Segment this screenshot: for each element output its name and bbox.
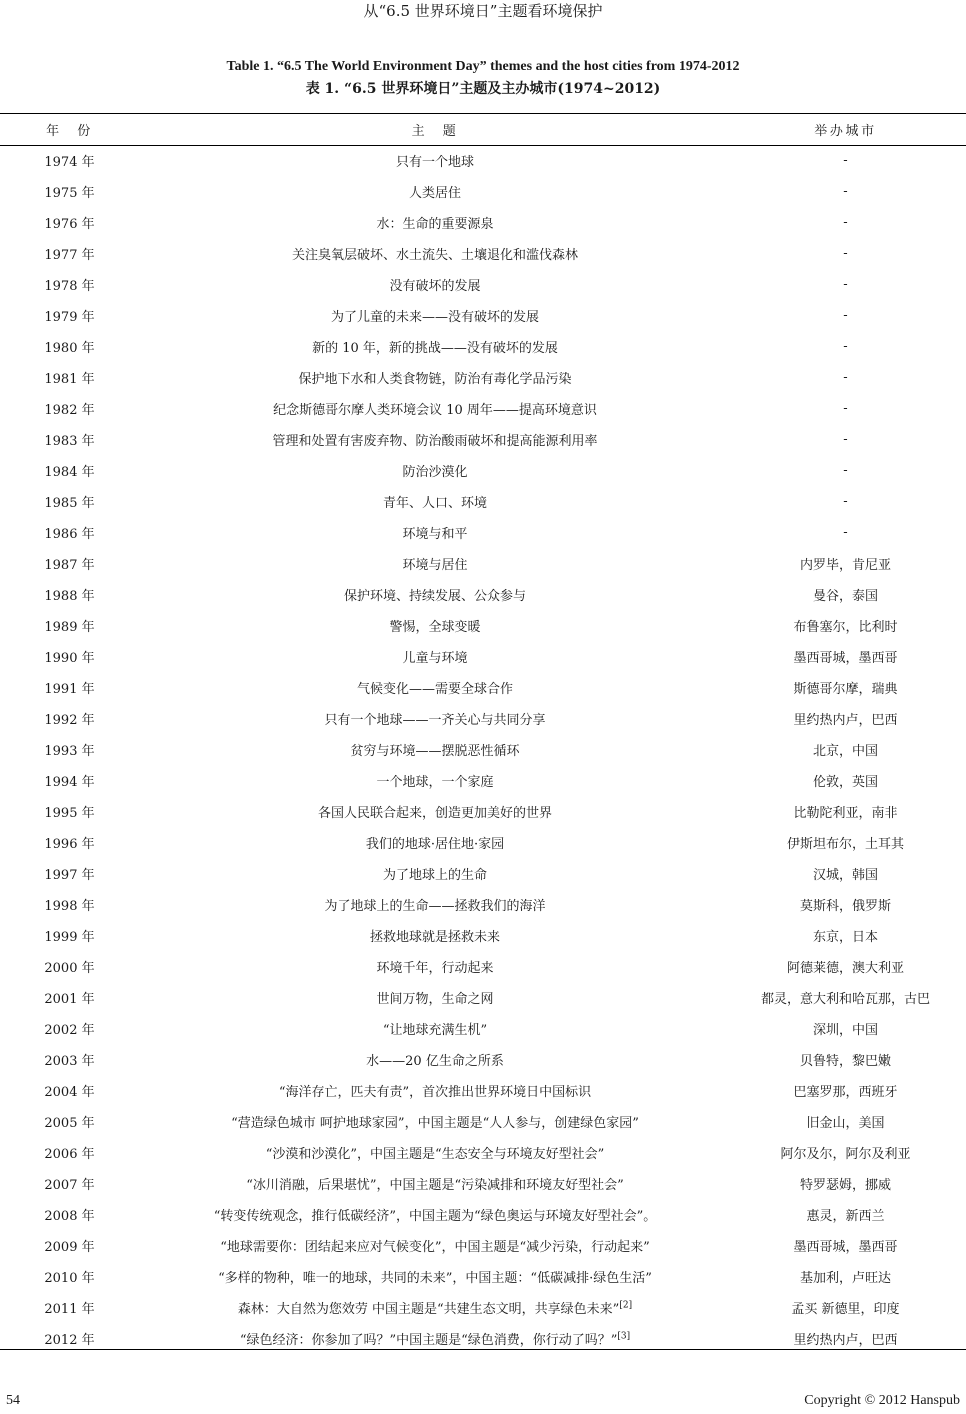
cell-city: - (843, 463, 848, 478)
table-row (0, 982, 966, 1013)
cell-theme (145, 1174, 725, 1193)
cell-theme (145, 678, 725, 697)
cell-theme (145, 182, 725, 201)
cell-year: 1985 年 (44, 496, 95, 511)
cell-theme-text: “地球需要你：团结起来应对气候变化”，中国主题是“减少污染，行动起来” (220, 1240, 650, 1255)
cell-year: 1980 年 (44, 341, 95, 356)
cell-city: 墨西哥城，墨西哥 (793, 651, 898, 666)
cell-theme-text: 为了地球上的生命——拯救我们的海洋 (324, 899, 546, 914)
cell-city: 特罗瑟姆，挪威 (799, 1178, 891, 1193)
cell-theme-text: 气候变化——需要全球合作 (356, 682, 513, 697)
cell-year: 2003 年 (44, 1054, 95, 1069)
cell-city: - (843, 153, 848, 168)
table-row (0, 517, 966, 548)
table-row (0, 1044, 966, 1075)
cell-theme (145, 926, 725, 945)
cell-year: 2008 年 (44, 1209, 95, 1224)
table-row (0, 300, 966, 331)
cell-city: - (843, 432, 848, 447)
cell-theme-text: 贫穷与环境——摆脱恶性循环 (350, 744, 520, 759)
cell-theme (145, 523, 725, 542)
table-row (0, 1230, 966, 1261)
table-bottom-rule (0, 1349, 966, 1350)
cell-theme-text: “沙漠和沙漠化”，中国主题是“生态安全与环境友好型社会” (265, 1147, 605, 1162)
cell-theme-text: 各国人民联合起来，创造更加美好的世界 (317, 806, 552, 821)
table-row (0, 1292, 966, 1323)
cell-theme (145, 802, 725, 821)
cell-theme-text: 没有破坏的发展 (389, 279, 481, 294)
cell-theme-text: 儿童与环境 (402, 651, 468, 666)
cell-city: 汉城，韩国 (812, 868, 878, 883)
cell-theme-text: 拯救地球就是拯救未来 (369, 930, 500, 945)
cell-theme (145, 988, 725, 1007)
cell-city: - (843, 246, 848, 261)
table-row (0, 796, 966, 827)
cell-theme-text: 为了儿童的未来——没有破坏的发展 (330, 310, 539, 325)
cell-city: 内罗毕，肯尼亚 (799, 558, 891, 573)
cell-city: 斯德哥尔摩，瑞典 (793, 682, 898, 697)
table-row (0, 269, 966, 300)
table-row (0, 703, 966, 734)
cell-year: 1997 年 (44, 868, 95, 883)
table-row (0, 610, 966, 641)
cell-year: 2005 年 (44, 1116, 95, 1131)
header-theme: 主 题 (411, 124, 459, 139)
cell-city: - (843, 370, 848, 385)
table-row (0, 1199, 966, 1230)
cell-theme-text: “冰川消融，后果堪忧”，中国主题是“污染减排和环境友好型社会” (246, 1178, 624, 1193)
cell-theme (145, 213, 725, 232)
citation-ref: [3] (617, 1331, 631, 1342)
cell-city: - (843, 215, 848, 230)
cell-theme (145, 709, 725, 728)
cell-city: - (843, 308, 848, 323)
cell-city: 比勒陀利亚，南非 (793, 806, 898, 821)
table-row (0, 362, 966, 393)
cell-theme-text: 保护地下水和人类食物链，防治有毒化学品污染 (298, 372, 572, 387)
table-row (0, 393, 966, 424)
cell-theme (145, 1267, 725, 1286)
cell-year: 2009 年 (44, 1240, 95, 1255)
cell-city: 莫斯科，俄罗斯 (799, 899, 891, 914)
table-row (0, 1106, 966, 1137)
cell-theme (145, 368, 725, 387)
copyright-notice: Copyright © 2012 Hanspub (804, 1393, 960, 1408)
cell-theme (145, 492, 725, 511)
table-row (0, 238, 966, 269)
cell-theme (145, 399, 725, 418)
cell-theme-text: 森林：大自然为您效劳 中国主题是“共建生态文明，共享绿色未来” (237, 1302, 620, 1317)
cell-city: 里约热内卢，巴西 (793, 1333, 898, 1348)
cell-city: 北京，中国 (812, 744, 878, 759)
cell-theme-text: 水：生命的重要源泉 (376, 217, 494, 232)
table-row (0, 1075, 966, 1106)
cell-theme-text: 环境与居住 (402, 558, 468, 573)
cell-city: 深圳，中国 (812, 1023, 878, 1038)
cell-city: 孟买 新德里，印度 (791, 1302, 900, 1317)
cell-city: 伦敦，英国 (812, 775, 878, 790)
cell-year: 1992 年 (44, 713, 95, 728)
cell-city: 伊斯坦布尔，土耳其 (786, 837, 904, 852)
cell-theme-text: “转变传统观念，推行低碳经济”，中国主题为“绿色奥运与环境友好型社会”。 (213, 1209, 657, 1224)
cell-theme-text: 管理和处置有害废弃物、防治酸雨破坏和提高能源利用率 (272, 434, 598, 449)
cell-theme-text: 我们的地球·居住地·家园 (365, 837, 505, 852)
cell-theme-text: 只有一个地球——一齐关心与共同分享 (324, 713, 546, 728)
cell-city: - (843, 184, 848, 199)
cell-city: 布鲁塞尔，比利时 (793, 620, 898, 635)
cell-theme-text: “海洋存亡，匹夫有责”，首次推出世界环境日中国标识 (278, 1085, 592, 1100)
cell-year: 1989 年 (44, 620, 95, 635)
cell-theme (145, 554, 725, 573)
table-row (0, 1013, 966, 1044)
table-header-row (0, 114, 966, 145)
cell-theme (145, 647, 725, 666)
table-row (0, 579, 966, 610)
cell-city: 墨西哥城，墨西哥 (793, 1240, 898, 1255)
cell-theme-text: “让地球充满生机” (382, 1023, 488, 1038)
cell-theme (145, 306, 725, 325)
cell-year: 1988 年 (44, 589, 95, 604)
cell-theme-text: 新的 10 年，新的挑战——没有破坏的发展 (312, 341, 558, 356)
cell-theme (145, 461, 725, 480)
cell-city: 曼谷，泰国 (812, 589, 878, 604)
cell-year: 2011 年 (44, 1302, 95, 1317)
header-city: 举办城市 (814, 124, 877, 139)
cell-theme-text: 防治沙漠化 (402, 465, 468, 480)
cell-city: - (843, 277, 848, 292)
cell-theme (145, 1329, 725, 1348)
cell-city: - (843, 401, 848, 416)
cell-year: 1975 年 (44, 186, 95, 201)
cell-theme (145, 244, 725, 263)
cell-year: 2000 年 (44, 961, 95, 976)
cell-theme-text: 关注臭氧层破坏、水土流失、土壤退化和滥伐森林 (291, 248, 578, 263)
cell-year: 1982 年 (44, 403, 95, 418)
header-year: 年 份 (46, 124, 93, 139)
cell-year: 1999 年 (44, 930, 95, 945)
table-row (0, 1261, 966, 1292)
cell-theme (145, 616, 725, 635)
table-row (0, 176, 966, 207)
cell-theme (145, 1236, 725, 1255)
cell-year: 1981 年 (44, 372, 95, 387)
table-row (0, 827, 966, 858)
cell-city: 贝鲁特，黎巴嫩 (799, 1054, 891, 1069)
cell-year: 1976 年 (44, 217, 95, 232)
cell-city: 巴塞罗那，西班牙 (793, 1085, 898, 1100)
table-row (0, 920, 966, 951)
cell-year: 1994 年 (44, 775, 95, 790)
cell-theme-text: 为了地球上的生命 (382, 868, 487, 883)
cell-year: 2007 年 (44, 1178, 95, 1193)
cell-year: 1996 年 (44, 837, 95, 852)
cell-city: 阿尔及尔，阿尔及利亚 (780, 1147, 911, 1162)
cell-theme-text: “多样的物种，唯一的地球，共同的未来”，中国主题：“低碳减排·绿色生活” (218, 1271, 652, 1286)
cell-theme (145, 771, 725, 790)
cell-year: 2010 年 (44, 1271, 95, 1286)
cell-city: 里约热内卢，巴西 (793, 713, 898, 728)
cell-theme-text: 世间万物，生命之网 (376, 992, 494, 1007)
running-header: 从“6.5 世界环境日”主题看环境保护 (363, 2, 603, 20)
cell-theme (145, 864, 725, 883)
cell-theme (145, 275, 725, 294)
cell-city: 旧金山，美国 (806, 1116, 885, 1131)
table-row (0, 734, 966, 765)
cell-year: 1977 年 (44, 248, 95, 263)
cell-city: 基加利，卢旺达 (799, 1271, 891, 1286)
cell-theme-text: 纪念斯德哥尔摩人类环境会议 10 周年——提高环境意识 (273, 403, 597, 418)
table-row (0, 765, 966, 796)
table-row (0, 1137, 966, 1168)
cell-city: 都灵，意大利和哈瓦那，古巴 (760, 992, 930, 1007)
citation-ref: [2] (619, 1300, 633, 1311)
table-row (0, 951, 966, 982)
cell-theme (145, 1081, 725, 1100)
cell-theme (145, 585, 725, 604)
cell-theme (145, 957, 725, 976)
table-caption-chinese: 表 1. “6.5 世界环境日”主题及主办城市(1974~2012) (305, 81, 661, 97)
cell-year: 1983 年 (44, 434, 95, 449)
cell-city: - (843, 494, 848, 509)
cell-theme (145, 1298, 725, 1317)
cell-theme (145, 151, 725, 170)
cell-year: 1987 年 (44, 558, 95, 573)
cell-year: 2006 年 (44, 1147, 95, 1162)
cell-city: 东京，日本 (812, 930, 878, 945)
cell-theme (145, 833, 725, 852)
table-row (0, 548, 966, 579)
table-row (0, 672, 966, 703)
table-row (0, 486, 966, 517)
cell-theme-text: 保护环境、持续发展、公众参与 (343, 589, 526, 604)
cell-year: 1998 年 (44, 899, 95, 914)
cell-year: 2004 年 (44, 1085, 95, 1100)
table-row (0, 455, 966, 486)
cell-year: 1990 年 (44, 651, 95, 666)
cell-city: 惠灵，新西兰 (806, 1209, 885, 1224)
cell-theme (145, 1143, 725, 1162)
cell-year: 2012 年 (44, 1333, 95, 1348)
cell-year: 1991 年 (44, 682, 95, 697)
table-row (0, 858, 966, 889)
cell-year: 1978 年 (44, 279, 95, 294)
cell-year: 1979 年 (44, 310, 95, 325)
cell-theme-text: 一个地球，一个家庭 (376, 775, 494, 790)
cell-year: 2002 年 (44, 1023, 95, 1038)
page-number: 54 (6, 1393, 20, 1408)
table-row (0, 207, 966, 238)
cell-theme-text: “绿色经济：你参加了吗？”中国主题是“绿色消费，你行动了吗？” (239, 1333, 618, 1348)
cell-theme (145, 430, 725, 449)
table-row (0, 889, 966, 920)
table-row (0, 331, 966, 362)
cell-city: - (843, 339, 848, 354)
cell-theme-text: 警惕，全球变暖 (389, 620, 481, 635)
cell-theme-text: 环境与和平 (402, 527, 468, 542)
table-row (0, 641, 966, 672)
cell-theme-text: 环境千年，行动起来 (376, 961, 494, 976)
cell-theme (145, 1019, 725, 1038)
cell-theme (145, 1112, 725, 1131)
cell-theme-text: 人类居住 (408, 186, 461, 201)
cell-year: 2001 年 (44, 992, 95, 1007)
cell-city: 阿德莱德，澳大利亚 (786, 961, 904, 976)
cell-year: 1984 年 (44, 465, 95, 480)
cell-theme-text: 青年、人口、环境 (382, 496, 487, 511)
cell-theme (145, 740, 725, 759)
table-row (0, 1168, 966, 1199)
cell-theme (145, 1050, 725, 1069)
cell-year: 1995 年 (44, 806, 95, 821)
cell-year: 1993 年 (44, 744, 95, 759)
cell-theme-text: 只有一个地球 (395, 155, 474, 170)
table-caption-english: Table 1. “6.5 The World Environment Day” themes and the host cities from 1974-2012 (226, 59, 740, 74)
cell-city: - (843, 525, 848, 540)
table-row (0, 145, 966, 176)
table-row (0, 424, 966, 455)
cell-theme (145, 895, 725, 914)
cell-theme (145, 1205, 725, 1224)
cell-year: 1974 年 (44, 155, 95, 170)
cell-year: 1986 年 (44, 527, 95, 542)
cell-theme (145, 337, 725, 356)
cell-theme-text: “营造绿色城市 呵护地球家园”，中国主题是“人人参与，创建绿色家园” (231, 1116, 639, 1131)
cell-theme-text: 水——20 亿生命之所系 (366, 1054, 504, 1069)
